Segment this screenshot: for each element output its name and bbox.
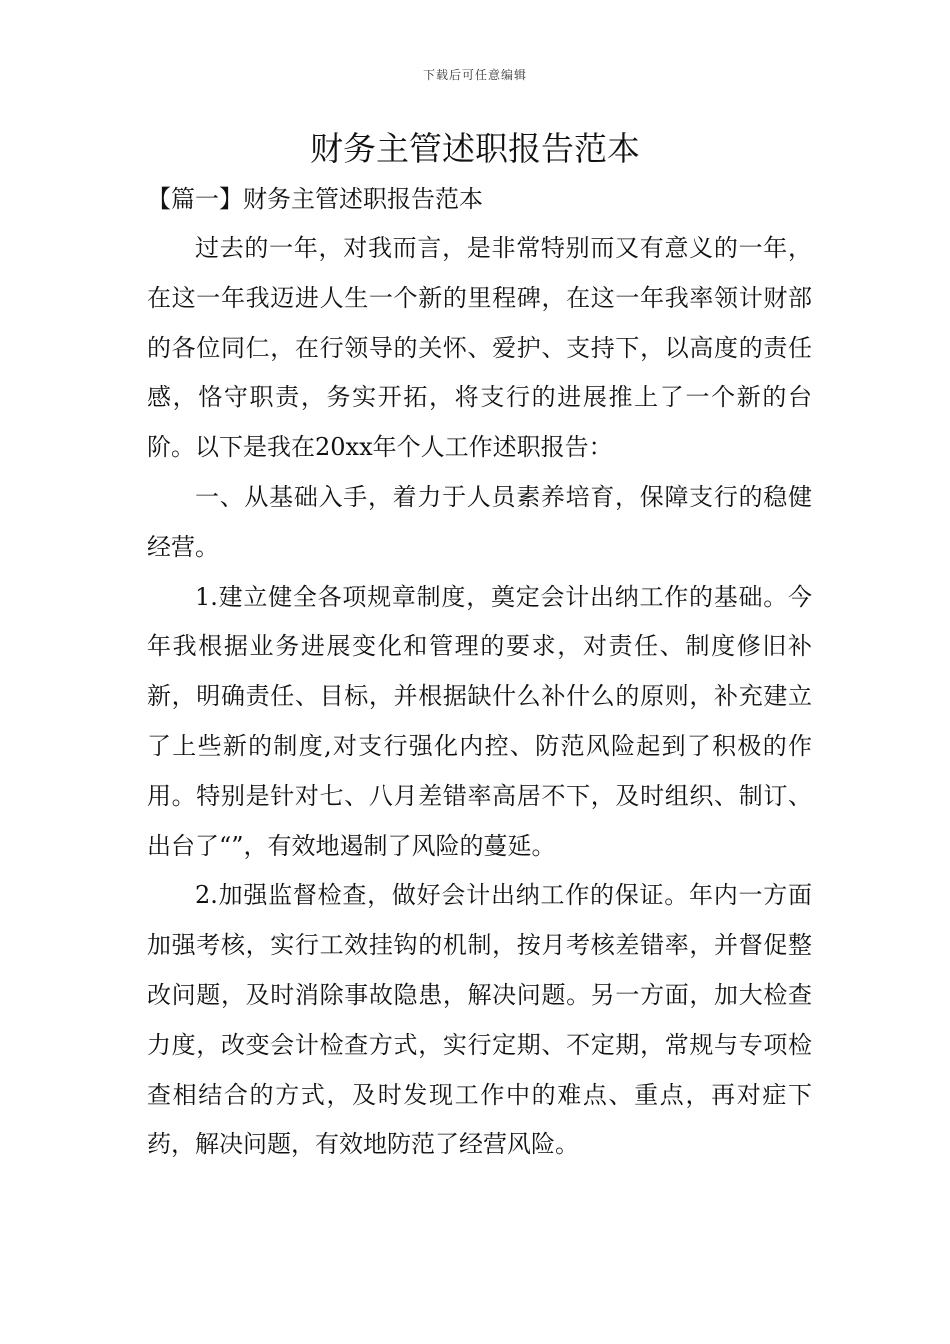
header-note: 下载后可任意编辑	[422, 68, 527, 82]
paragraph-item-2: 2.加强监督检查，做好会计出纳工作的保证。年内一方面加强考核，实行工效挂钩的机制，按月考核差错率，并督促整改问题，及时消除事故隐患，解决问题。另一方面，加大检查力度，改变会计检查方式，实行定期、不定期，常规与专项检查相结合的方式，及时发现工作中的难点、重点，再对症下药，解决问题，有效地防范了经营风险。	[147, 881, 812, 1159]
paragraph-item-1: 1.建立健全各项规章制度，奠定会计出纳工作的基础。今年我根据业务进展变化和管理的要求，对责任、制度修旧补新，明确责任、目标，并根据缺什么补什么的原则，补充建立了上些新的制度,对支行强化内控、防范风险起到了积极的作用。特别是针对七、八月差错率高居不下，及时组织、制订、出台了“”，有效地遏制了风险的蔓延。	[147, 582, 812, 860]
document-title: 财务主管述职报告范本	[310, 129, 640, 168]
paragraph-point-one: 一、从基础入手，着力于人员素养培育，保障支行的稳健经营。	[147, 482, 812, 561]
section-heading: 【篇一】财务主管述职报告范本	[147, 185, 483, 213]
body-text	[147, 224, 812, 1170]
paragraph-intro: 过去的一年，对我而言，是非常特别而又有意义的一年，在这一年我迈进人生一个新的里程碑，在这一年我率领计财部的各位同仁，在行领导的关怀、爱护、支持下，以高度的责任感，恪守职责，务实开拓，将支行的进展推上了一个新的台阶。以下是我在20xx年个人工作述职报告：	[147, 234, 812, 462]
